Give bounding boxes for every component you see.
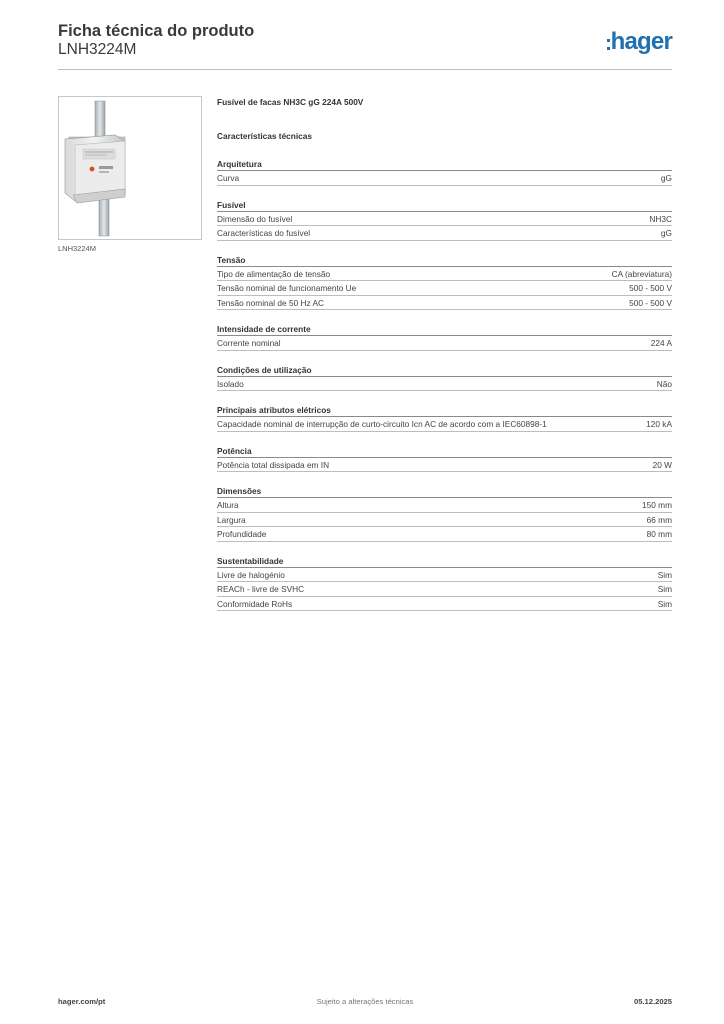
spec-label: Conformidade RoHs — [217, 598, 293, 609]
spec-row — [217, 212, 672, 227]
spec-label: Corrente nominal — [217, 338, 281, 348]
section-title: Condições de utilização — [217, 364, 672, 377]
spec-label: Dimensão do fusível — [217, 213, 293, 224]
spec-section — [217, 485, 672, 542]
section-title: Tensão — [217, 254, 672, 267]
spec-section — [217, 323, 672, 351]
spec-row — [217, 336, 672, 351]
section-title: Principais atributos elétricos — [217, 404, 672, 417]
spec-label: Largura — [217, 514, 246, 525]
product-name: Fusível de facas NH3C gG 224A 500V — [217, 97, 364, 107]
section-title: Arquitetura — [217, 158, 672, 171]
spec-section — [217, 158, 672, 186]
spec-label: Livre de halogénio — [217, 569, 285, 580]
spec-row — [217, 458, 672, 473]
spec-row — [217, 513, 672, 528]
section-title: Dimensões — [217, 485, 672, 498]
spec-row — [217, 417, 672, 432]
spec-value: CA (abreviatura) — [611, 268, 672, 279]
spec-value: gG — [660, 228, 672, 238]
spec-row — [217, 377, 672, 392]
spec-label: Tensão nominal de funcionamento Ue — [217, 283, 357, 293]
spec-row — [217, 597, 672, 612]
hager-logo — [607, 28, 672, 56]
spec-label: Capacidade nominal de interrupção de curto-circuito Icn AC de acordo com a IEC60898-1 — [217, 419, 547, 429]
section-title: Potência — [217, 445, 672, 458]
spec-value: 66 mm — [646, 514, 672, 525]
spec-label: Curva — [217, 173, 240, 183]
spec-label: Tensão nominal de 50 Hz AC — [217, 297, 325, 308]
spec-value: Não — [656, 378, 672, 389]
section-title: Sustentabilidade — [217, 555, 672, 568]
spec-section — [217, 364, 672, 392]
spec-row — [217, 568, 672, 583]
spec-row — [217, 582, 672, 597]
spec-section — [217, 254, 672, 311]
spec-value: Sim — [657, 598, 672, 609]
spec-label: Potência total dissipada em IN — [217, 459, 330, 470]
spec-label: Tipo de alimentação de tensão — [217, 268, 331, 279]
spec-row — [217, 267, 672, 282]
footer-website: hager.com/pt — [58, 997, 106, 1006]
technical-heading: Características técnicas — [217, 131, 313, 141]
spec-value: 80 mm — [646, 529, 672, 539]
spec-label: REACh - livre de SVHC — [217, 584, 305, 594]
spec-section — [217, 199, 672, 241]
spec-label: Profundidade — [217, 529, 267, 539]
product-reference: LNH3224M — [58, 41, 137, 58]
section-title: Fusível — [217, 199, 672, 212]
spec-value: gG — [660, 173, 672, 183]
page-header — [58, 21, 672, 70]
spec-row — [217, 226, 672, 241]
spec-value: 120 kA — [646, 419, 672, 429]
spec-label: Características do fusível — [217, 228, 311, 238]
spec-value: Sim — [657, 569, 672, 580]
spec-value: 20 W — [652, 459, 672, 470]
spec-value: Sim — [657, 584, 672, 594]
spec-value: 500 - 500 V — [629, 297, 672, 308]
spec-row — [217, 171, 672, 186]
image-caption: LNH3224M — [58, 244, 96, 253]
spec-label: Isolado — [217, 378, 244, 389]
spec-row — [217, 527, 672, 542]
section-title: Intensidade de corrente — [217, 323, 672, 336]
footer-notice: Sujeito a alterações técnicas — [316, 997, 414, 1006]
logo-dots-icon — [607, 39, 610, 50]
spec-section — [217, 445, 672, 473]
spec-value: NH3C — [649, 213, 672, 224]
product-image — [58, 96, 202, 240]
spec-section — [217, 404, 672, 432]
spec-label: Altura — [217, 500, 239, 510]
spec-row — [217, 281, 672, 296]
spec-row — [217, 498, 672, 513]
logo-text: hager — [610, 28, 672, 55]
spec-value: 224 A — [650, 338, 672, 348]
spec-row — [217, 296, 672, 311]
spec-content — [217, 96, 672, 611]
nh-fuse-icon — [59, 97, 201, 239]
spec-value: 150 mm — [642, 500, 672, 510]
spec-value: 500 - 500 V — [629, 283, 672, 293]
spec-sections — [217, 158, 672, 611]
spec-section — [217, 555, 672, 612]
page-title: Ficha técnica do produto — [58, 22, 255, 40]
footer-date: 05.12.2025 — [633, 997, 672, 1006]
